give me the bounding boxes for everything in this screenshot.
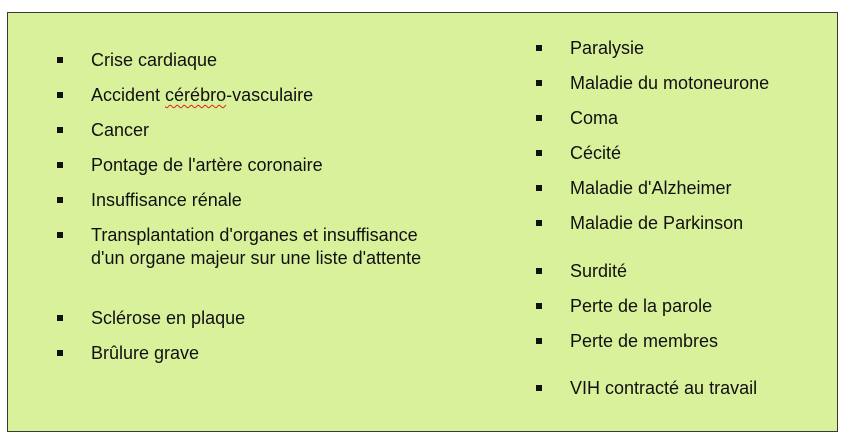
list-item: [570, 260, 627, 283]
list-item-label: Perte de la parole: [570, 296, 713, 316]
bullet-icon: [536, 115, 542, 121]
bullet-icon: [536, 338, 542, 344]
list-item-label: Brûlure grave: [91, 343, 200, 363]
list-item: [570, 72, 769, 95]
bullet-icon: [536, 80, 542, 86]
list-item-label: Insuffisance rénale: [91, 190, 242, 210]
list-item-label: Perte de membres: [570, 331, 719, 351]
list-item: [91, 84, 313, 107]
list-item-label: Paralysie: [570, 38, 645, 58]
list-item-label-line2: d'un organe majeur sur une liste d'attente: [91, 248, 422, 268]
bullet-icon: [57, 232, 63, 238]
bullet-icon: [57, 92, 63, 98]
list-item: [91, 307, 245, 330]
list-item-label-part: -vasculaire: [226, 85, 314, 105]
bullet-icon: [536, 385, 542, 391]
list-item: [570, 107, 618, 130]
list-item-label: Coma: [570, 108, 619, 128]
list-item: [570, 212, 743, 235]
spellcheck-flagged-word: cérébro: [165, 85, 227, 105]
list-item: [570, 330, 718, 353]
bullet-icon: [57, 127, 63, 133]
list-item: [91, 189, 242, 212]
list-item-label: Surdité: [570, 261, 628, 281]
list-item: [91, 224, 421, 270]
list-item: [91, 119, 149, 142]
bullet-icon: [57, 315, 63, 321]
list-item: [570, 377, 757, 400]
list-item-label: Cancer: [91, 120, 150, 140]
list-item-label: Pontage de l'artère coronaire: [91, 155, 323, 175]
list-item-label: Crise cardiaque: [91, 50, 218, 70]
list-item: [570, 177, 732, 200]
list-item: [570, 37, 644, 60]
bullet-icon: [536, 150, 542, 156]
list-item-label: Sclérose en plaque: [91, 308, 246, 328]
list-item-label: VIH contracté au travail: [570, 378, 758, 398]
conditions-panel: [7, 12, 838, 432]
list-item: [570, 142, 621, 165]
list-item-label: Maladie d'Alzheimer: [570, 178, 732, 198]
list-item-label: [91, 85, 313, 105]
list-item-label-part: Accident: [91, 85, 166, 105]
bullet-icon: [536, 268, 542, 274]
list-item-label-line1: Transplantation d'organes et insuffisance: [91, 225, 418, 245]
bullet-icon: [536, 303, 542, 309]
bullet-icon: [57, 57, 63, 63]
list-item: [570, 295, 712, 318]
list-item-label: Maladie du motoneurone: [570, 73, 770, 93]
list-item-label: Cécité: [570, 143, 622, 163]
bullet-icon: [536, 45, 542, 51]
list-item: [91, 49, 217, 72]
bullet-icon: [57, 197, 63, 203]
bullet-icon: [536, 220, 542, 226]
bullet-icon: [57, 162, 63, 168]
list-item: [91, 154, 323, 177]
bullet-icon: [57, 350, 63, 356]
list-item-label: Maladie de Parkinson: [570, 213, 744, 233]
bullet-icon: [536, 185, 542, 191]
list-item: [91, 342, 199, 365]
